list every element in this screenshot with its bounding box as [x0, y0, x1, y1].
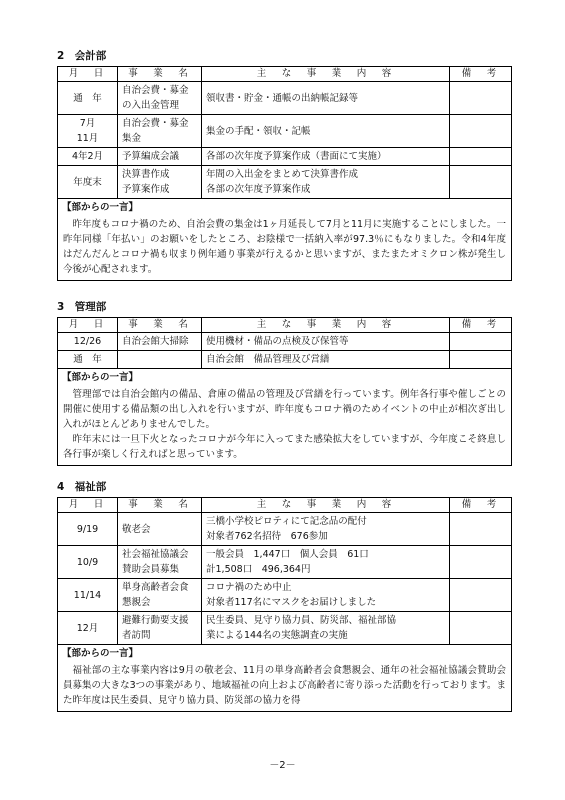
header-content: 主 な 事 業 内 容 — [202, 67, 450, 82]
comment-body-row — [58, 216, 512, 281]
comment-paragraph: 昨年度もコロナ禍のため、自治会費の集金は1ヶ月延長して7月と11月に実施することにしました。一昨年同様「年払い」のお願いをしたところ、お陰様で一括納入率が97.3％にもなりました。令和4年度はだんだんとコロナ禍も収まり例年通り事業が行えるかと思いますが、またまたオミクロン株が発生し今後が心配されます。 — [63, 219, 506, 275]
section-title-welfare: 4 福祉部 — [57, 481, 107, 493]
row-date: 12月 — [58, 612, 118, 645]
row-event: 単身高齢者会食 懇親会 — [118, 579, 202, 612]
row-content: 自治会館 備品管理及び営繕 — [202, 351, 450, 369]
comment-label: 【部からの一言】 — [58, 369, 512, 387]
row-event — [118, 351, 202, 369]
welfare-table — [57, 497, 512, 712]
row-remarks — [450, 579, 512, 612]
row-date: 4年2月 — [58, 148, 118, 166]
comment-body-row — [58, 386, 512, 466]
row-event: 予算編成会議 — [118, 148, 202, 166]
comment-body — [58, 216, 512, 281]
row-content: 民生委員、見守り協力員、防災部、福祉部協 業による144名の実態調査の実施 — [202, 612, 450, 645]
table-row — [58, 148, 512, 166]
row-content: 一般会員 1,447口 個人会員 61口 計1,508口 496,364円 — [202, 546, 450, 579]
row-event: 社会福祉協議会 賛助会員募集 — [118, 546, 202, 579]
comment-paragraph: 昨年末には一旦下火となったコロナが今年に入ってまた感染拡大をしていますが、今年度こそ終息し各行事が楽しく行えればと思っています。 — [63, 434, 506, 460]
row-remarks — [450, 166, 512, 199]
comment-header-row — [58, 199, 512, 217]
header-remarks: 備 考 — [450, 318, 512, 333]
management-table — [57, 317, 512, 466]
table-row — [58, 115, 512, 148]
row-content: 領収書・貯金・通帳の出納帳記録等 — [202, 82, 450, 115]
comment-label: 【部からの一言】 — [58, 645, 512, 663]
comment-body — [58, 662, 512, 712]
row-content: 年間の入出金をまとめて決算書作成 各部の次年度予算案作成 — [202, 166, 450, 199]
table-row — [58, 579, 512, 612]
header-remarks: 備 考 — [450, 498, 512, 513]
header-date: 月 日 — [58, 67, 118, 82]
header-event: 事 業 名 — [118, 318, 202, 333]
table-header-row — [58, 498, 512, 513]
row-remarks — [450, 333, 512, 351]
row-content: 集金の手配・領収・記帳 — [202, 115, 450, 148]
row-event: 自治会費・募金 の入出金管理 — [118, 82, 202, 115]
row-date: 10/9 — [58, 546, 118, 579]
row-date: 年度末 — [58, 166, 118, 199]
header-content: 主 な 事 業 内 容 — [202, 498, 450, 513]
accounting-table — [57, 66, 512, 281]
header-date: 月 日 — [58, 318, 118, 333]
header-content: 主 な 事 業 内 容 — [202, 318, 450, 333]
row-remarks — [450, 82, 512, 115]
row-date: 7月 11月 — [58, 115, 118, 148]
table-row — [58, 612, 512, 645]
row-remarks — [450, 612, 512, 645]
comment-header-row — [58, 369, 512, 387]
table-row — [58, 513, 512, 546]
row-event: 敬老会 — [118, 513, 202, 546]
table-row — [58, 546, 512, 579]
row-content: 使用機材・備品の点検及び保管等 — [202, 333, 450, 351]
row-content: 各部の次年度予算案作成（書面にて実施） — [202, 148, 450, 166]
comment-body-row — [58, 662, 512, 712]
table-row — [58, 166, 512, 199]
page-number: －2－ — [269, 760, 296, 771]
header-date: 月 日 — [58, 498, 118, 513]
row-date: 9/19 — [58, 513, 118, 546]
row-content: コロナ禍のため中止 対象者117名にマスクをお届けしました — [202, 579, 450, 612]
comment-header-row — [58, 645, 512, 663]
row-date: 通 年 — [58, 351, 118, 369]
header-remarks: 備 考 — [450, 67, 512, 82]
table-header-row — [58, 318, 512, 333]
row-event: 自治会費・募金 集金 — [118, 115, 202, 148]
row-event: 決算書作成 予算案作成 — [118, 166, 202, 199]
row-date: 12/26 — [58, 333, 118, 351]
row-remarks — [450, 546, 512, 579]
row-remarks — [450, 351, 512, 369]
table-row — [58, 82, 512, 115]
comment-paragraph: 管理部では自治会館内の備品、倉庫の備品の管理及び営繕を行っています。例年各行事や催しごとの開催に使用する備品類の出し入れを行いますが、昨年度もコロナ禍のためイベントの中止が相次ぎ出し入れがほとんどありませんでした。 — [63, 389, 506, 430]
row-date: 通 年 — [58, 82, 118, 115]
row-remarks — [450, 115, 512, 148]
comment-paragraph: 福祉部の主な事業内容は9月の敬老会、11月の単身高齢者会食懇親会、通年の社会福祉協議会賛助会員募集の大きな3つの事業があり、地域福祉の向上および高齢者に寄り添った活動を行っております。また昨年度は民生委員、見守り協力員、防災部の協力を得 — [63, 665, 506, 706]
table-header-row — [58, 67, 512, 82]
header-event: 事 業 名 — [118, 498, 202, 513]
section-title-accounting: 2 会計部 — [57, 50, 107, 62]
row-remarks — [450, 148, 512, 166]
row-remarks — [450, 513, 512, 546]
row-event: 自治会館大掃除 — [118, 333, 202, 351]
row-event: 避難行動要支援 者訪問 — [118, 612, 202, 645]
comment-label: 【部からの一言】 — [58, 199, 512, 217]
row-content: 三橋小学校ピロティにて記念品の配付 対象者762名招待 676参加 — [202, 513, 450, 546]
table-row — [58, 333, 512, 351]
row-date: 11/14 — [58, 579, 118, 612]
section-title-management: 3 管理部 — [57, 301, 107, 313]
table-row — [58, 351, 512, 369]
header-event: 事 業 名 — [118, 67, 202, 82]
comment-body — [58, 386, 512, 466]
